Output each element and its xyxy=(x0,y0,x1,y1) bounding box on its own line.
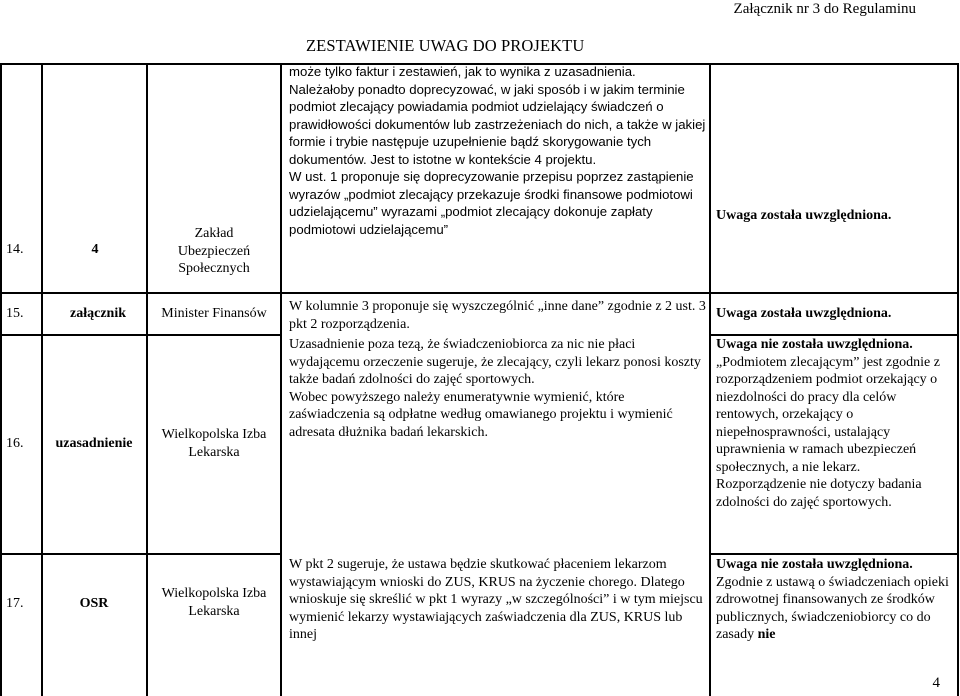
remark-continuation: może tylko faktur i zestawień, jak to wynika z uzasadnienia. xyxy=(289,64,636,79)
remark-paragraph: Uzasadnienie poza tezą, że świadczeniobiorca za nic nie płaci wydającemu orzeczenie sugeruje, że zlecający, czyli lekarz ponosi koszty także badań zdolności do zajęć sportowych. xyxy=(289,337,701,387)
row-16-author xyxy=(148,426,280,461)
row-16-number xyxy=(6,432,42,456)
remark-paragraph: W pkt 2 sugeruje, że ustawa będzie skutkować płaceniem lekarzom wystawiającym wnioski do ZUS, KRUS na życzenie chorego. Dlatego wnioskuje się skreślić w pkt 1 wyrazy „w szczególności” i w tym miejscu wymienić lekarzy wystawiających zaświadczenia dla ZUS, KRUS lub innej xyxy=(289,557,703,642)
row-divider-16-17-response xyxy=(709,553,959,555)
row-15-response xyxy=(716,305,956,323)
page-number: 4 xyxy=(932,675,940,691)
row-17-remark xyxy=(289,556,707,644)
row-17-number xyxy=(6,595,42,613)
author-line: Społecznych xyxy=(178,261,250,276)
row-17-author xyxy=(148,585,280,620)
annex-label: Załącznik nr 3 do Regulaminu xyxy=(733,1,916,17)
reference-text: załącznik xyxy=(70,306,126,321)
remark-paragraph: W ust. 1 proponuje się doprecyzowanie przepisu poprzez zastąpienie wyrazów „podmiot zlecający przekazuje środki finansowe podmiotowi udzielającemu” wyrazami „podmiot zlecający dokonuje zapłaty podmiotowi udzielającemu” xyxy=(289,169,694,237)
row-divider-14-15 xyxy=(0,292,959,294)
row-16-response xyxy=(716,336,956,511)
reference-text: 4 xyxy=(91,242,99,258)
response-status: Uwaga została uwzględniona. xyxy=(716,208,892,223)
author-line: Ubezpieczeń xyxy=(177,243,251,259)
table-border-left xyxy=(0,63,2,696)
response-status: Uwaga nie została uwzględniona. xyxy=(716,337,913,352)
column-divider-3 xyxy=(280,63,282,696)
response-emphasis: nie xyxy=(757,627,776,642)
author-line: Lekarska xyxy=(188,603,240,619)
row-15-author xyxy=(148,305,280,323)
author-line: Wielkopolska Izba xyxy=(161,427,267,442)
row-divider-15-16 xyxy=(0,334,281,336)
row-14-author xyxy=(148,225,280,278)
row-number: 15. xyxy=(6,306,24,321)
column-divider-4 xyxy=(709,63,711,696)
row-16-reference xyxy=(42,432,146,456)
row-number: 14. xyxy=(6,242,24,258)
row-14-remark xyxy=(289,63,707,238)
author-line: Minister Finansów xyxy=(161,306,267,321)
remark-paragraph: Wobec powyższego należy enumeratywnie wymienić, które zaświadczenia są odpłatne według omawianego projektu i wymienić adresata dłużnika badań lekarskich. xyxy=(289,389,673,440)
response-status: Uwaga została uwzględniona. xyxy=(716,306,892,321)
row-14-reference xyxy=(44,220,146,280)
document-title: ZESTAWIENIE UWAG DO PROJEKTU xyxy=(306,36,585,55)
author-line: Zakład xyxy=(194,226,234,241)
row-15-number xyxy=(6,305,42,323)
author-line: Lekarska xyxy=(188,444,240,460)
row-17-reference xyxy=(42,595,146,613)
row-14-response xyxy=(716,207,956,225)
row-17-response xyxy=(716,556,956,644)
response-paragraph: „Podmiotem zlecającym” jest zgodnie z rozporządzeniem podmiot orzekający o niezdolności do pracy dla celów rentowych, orzekający o niepełnosprawności, ustalający uprawnienia w ramach ubezpieczeń społecznych, a nie lekarz. xyxy=(716,354,940,475)
remark-paragraph: W kolumnie 3 proponuje się wyszczególnić „inne dane” zgodnie z 2 ust. 3 pkt 2 rozporządzenia. xyxy=(289,299,706,332)
row-number: 16. xyxy=(6,436,24,452)
row-14-number xyxy=(6,220,42,280)
reference-text: uzasadnienie xyxy=(55,436,133,452)
row-15-remark xyxy=(289,298,707,333)
row-number: 17. xyxy=(6,596,24,611)
response-paragraph: Zgodnie z ustawą o świadczeniach opieki zdrowotnej finansowanych ze środków publicznych, świadczeniobiorcy co do zasady xyxy=(716,574,949,642)
table-border-right xyxy=(957,63,959,696)
row-divider-16-17 xyxy=(0,553,281,555)
row-16-remark xyxy=(289,336,707,441)
remark-paragraph: Należałoby ponadto doprecyzować, w jaki sposób i w jakim terminie podmiot zlecający powiadamia podmiot udzielający świadczeń o prawidłowości dokumentów lub zastrzeżeniach do nich, a także w jakiej formie i trybie następuje uzupełnienie bądź skorygowanie tych dokumentów. Jest to istotne w kontekście 4 projektu. xyxy=(289,81,706,167)
response-status: Uwaga nie została uwzględniona. xyxy=(716,557,913,572)
reference-text: OSR xyxy=(79,596,109,611)
row-15-reference xyxy=(48,305,148,323)
response-paragraph: Rozporządzenie nie dotyczy badania zdolności do zajęć sportowych. xyxy=(716,477,922,510)
author-line: Wielkopolska Izba xyxy=(161,586,267,601)
